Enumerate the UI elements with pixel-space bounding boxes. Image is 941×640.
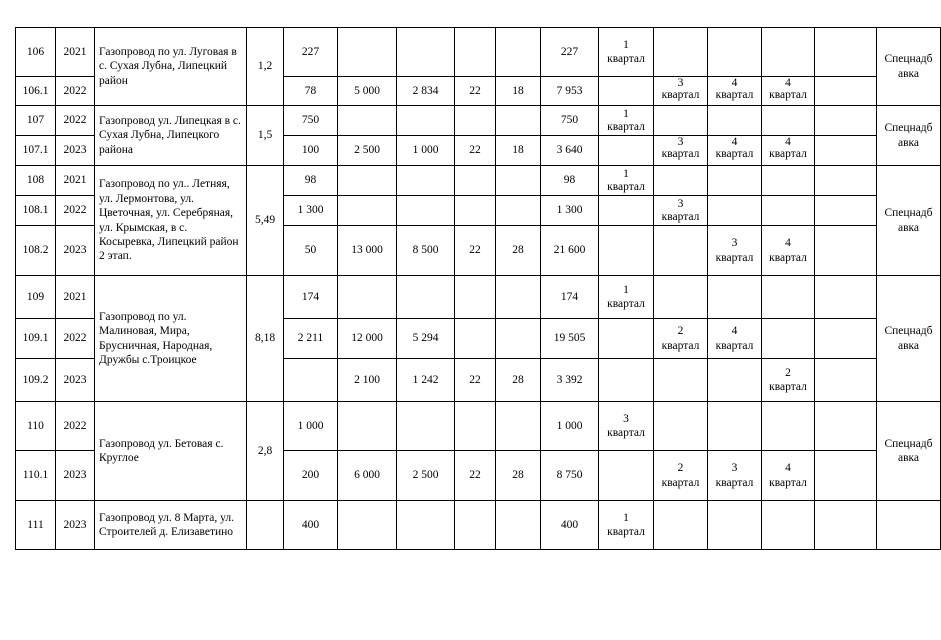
row-year: 2021 xyxy=(56,28,95,77)
quarter-cell xyxy=(762,402,815,451)
length-km: 2,8 xyxy=(247,402,284,501)
value-total: 227 xyxy=(541,28,599,77)
value-c4: 22 xyxy=(455,359,496,402)
quarter-cell: 4 квартал xyxy=(762,77,815,106)
value-c3: 5 294 xyxy=(397,319,455,359)
value-c4 xyxy=(455,106,496,136)
spacer-cell xyxy=(815,196,877,226)
table-row xyxy=(16,106,941,136)
value-c1 xyxy=(284,359,338,402)
value-c1: 98 xyxy=(284,166,338,196)
spacer-cell xyxy=(815,451,877,501)
spacer-cell xyxy=(815,319,877,359)
value-c2 xyxy=(338,501,397,550)
length-km: 5,49 xyxy=(247,166,284,276)
row-number: 106 xyxy=(16,28,56,77)
spacer-cell xyxy=(815,276,877,319)
quarter-cell xyxy=(599,77,654,106)
row-year: 2022 xyxy=(56,77,95,106)
value-c2: 6 000 xyxy=(338,451,397,501)
value-c5 xyxy=(496,402,541,451)
organization: Спецнадб авка xyxy=(877,106,941,166)
quarter-cell xyxy=(599,359,654,402)
value-c5 xyxy=(496,28,541,77)
row-year: 2022 xyxy=(56,106,95,136)
value-total: 174 xyxy=(541,276,599,319)
object-name: Газопровод по ул. Луговая в с. Сухая Лубна, Липецкий район xyxy=(95,28,247,106)
row-year: 2021 xyxy=(56,166,95,196)
value-c3 xyxy=(397,402,455,451)
spacer-cell xyxy=(815,28,877,77)
value-c3: 8 500 xyxy=(397,226,455,276)
length-km: 1,2 xyxy=(247,28,284,106)
quarter-cell xyxy=(599,136,654,166)
value-c5 xyxy=(496,166,541,196)
row-number: 108.2 xyxy=(16,226,56,276)
quarter-cell xyxy=(762,166,815,196)
value-c4 xyxy=(455,166,496,196)
row-number: 109 xyxy=(16,276,56,319)
value-c4 xyxy=(455,501,496,550)
value-c4 xyxy=(455,319,496,359)
value-c5: 28 xyxy=(496,359,541,402)
value-total: 400 xyxy=(541,501,599,550)
value-c5: 28 xyxy=(496,451,541,501)
organization: Спецнадб авка xyxy=(877,28,941,106)
value-c4: 22 xyxy=(455,226,496,276)
quarter-cell: 4 квартал xyxy=(708,77,762,106)
value-total: 1 000 xyxy=(541,402,599,451)
object-name: Газопровод ул. 8 Марта, ул. Строителей д. Елизаветино xyxy=(95,501,247,550)
row-year: 2021 xyxy=(56,276,95,319)
table-row xyxy=(16,501,941,550)
quarter-cell xyxy=(762,319,815,359)
object-name: Газопровод по ул. Малиновая, Мира, Брусничная, Народная, Дружбы с.Троицкое xyxy=(95,276,247,402)
quarter-cell xyxy=(762,196,815,226)
quarter-cell xyxy=(708,106,762,136)
value-c3: 2 500 xyxy=(397,451,455,501)
value-total: 19 505 xyxy=(541,319,599,359)
value-c4 xyxy=(455,196,496,226)
table-row xyxy=(16,402,941,451)
value-c1: 174 xyxy=(284,276,338,319)
quarter-cell xyxy=(654,106,708,136)
organization xyxy=(877,501,941,550)
row-number: 107.1 xyxy=(16,136,56,166)
spacer-cell xyxy=(815,136,877,166)
value-c2: 12 000 xyxy=(338,319,397,359)
quarter-cell: 2 квартал xyxy=(762,359,815,402)
row-number: 109.1 xyxy=(16,319,56,359)
quarter-cell xyxy=(708,276,762,319)
length-km xyxy=(247,501,284,550)
row-number: 108 xyxy=(16,166,56,196)
quarter-cell xyxy=(762,276,815,319)
quarter-cell xyxy=(599,226,654,276)
row-year: 2023 xyxy=(56,359,95,402)
row-number: 109.2 xyxy=(16,359,56,402)
value-c3 xyxy=(397,501,455,550)
value-c1: 2 211 xyxy=(284,319,338,359)
quarter-cell: 3 квартал xyxy=(708,451,762,501)
value-c3: 1 000 xyxy=(397,136,455,166)
quarter-cell: 1 квартал xyxy=(599,166,654,196)
quarter-cell xyxy=(708,196,762,226)
organization: Спецнадб авка xyxy=(877,276,941,402)
quarter-cell xyxy=(708,402,762,451)
length-km: 8,18 xyxy=(247,276,284,402)
value-c2: 2 100 xyxy=(338,359,397,402)
quarter-cell: 2 квартал xyxy=(654,451,708,501)
gas-pipeline-schedule-table xyxy=(15,27,941,550)
value-c1: 400 xyxy=(284,501,338,550)
quarter-cell xyxy=(654,501,708,550)
table-row xyxy=(16,166,941,196)
value-c1: 78 xyxy=(284,77,338,106)
quarter-cell xyxy=(654,276,708,319)
quarter-cell: 4 квартал xyxy=(762,451,815,501)
spacer-cell xyxy=(815,77,877,106)
quarter-cell xyxy=(762,106,815,136)
value-total: 7 953 xyxy=(541,77,599,106)
value-c4 xyxy=(455,402,496,451)
quarter-cell xyxy=(654,28,708,77)
value-c1: 50 xyxy=(284,226,338,276)
row-year: 2023 xyxy=(56,226,95,276)
value-c1: 200 xyxy=(284,451,338,501)
quarter-cell: 4 квартал xyxy=(762,226,815,276)
value-c1: 1 300 xyxy=(284,196,338,226)
row-number: 106.1 xyxy=(16,77,56,106)
quarter-cell: 2 квартал xyxy=(654,319,708,359)
spacer-cell xyxy=(815,166,877,196)
value-c2: 2 500 xyxy=(338,136,397,166)
quarter-cell: 1 квартал xyxy=(599,106,654,136)
spacer-cell xyxy=(815,402,877,451)
value-c1: 100 xyxy=(284,136,338,166)
value-c2: 13 000 xyxy=(338,226,397,276)
value-c2 xyxy=(338,276,397,319)
value-c3: 2 834 xyxy=(397,77,455,106)
spacer-cell xyxy=(815,226,877,276)
length-km: 1,5 xyxy=(247,106,284,166)
value-c5: 18 xyxy=(496,136,541,166)
value-c2 xyxy=(338,196,397,226)
spacer-cell xyxy=(815,359,877,402)
value-c5 xyxy=(496,319,541,359)
value-c5 xyxy=(496,196,541,226)
spacer-cell xyxy=(815,106,877,136)
value-c3 xyxy=(397,276,455,319)
table-row xyxy=(16,276,941,319)
value-c3 xyxy=(397,196,455,226)
quarter-cell: 4 квартал xyxy=(762,136,815,166)
value-total: 21 600 xyxy=(541,226,599,276)
value-c2 xyxy=(338,402,397,451)
value-c2 xyxy=(338,166,397,196)
value-c1: 227 xyxy=(284,28,338,77)
quarter-cell xyxy=(599,196,654,226)
organization: Спецнадб авка xyxy=(877,166,941,276)
object-name: Газопровод ул. Липецкая в с. Сухая Лубна, Липецкого района xyxy=(95,106,247,166)
row-year: 2022 xyxy=(56,319,95,359)
quarter-cell xyxy=(762,501,815,550)
quarter-cell: 3 квартал xyxy=(654,136,708,166)
object-name: Газопровод ул. Бетовая с. Круглое xyxy=(95,402,247,501)
quarter-cell: 4 квартал xyxy=(708,136,762,166)
row-number: 107 xyxy=(16,106,56,136)
value-c2 xyxy=(338,28,397,77)
quarter-cell: 1 квартал xyxy=(599,28,654,77)
quarter-cell xyxy=(654,226,708,276)
quarter-cell: 3 квартал xyxy=(654,77,708,106)
quarter-cell: 3 квартал xyxy=(708,226,762,276)
value-c1: 750 xyxy=(284,106,338,136)
spacer-cell xyxy=(815,501,877,550)
row-number: 108.1 xyxy=(16,196,56,226)
value-c1: 1 000 xyxy=(284,402,338,451)
value-c5 xyxy=(496,501,541,550)
value-c3: 1 242 xyxy=(397,359,455,402)
value-c5 xyxy=(496,276,541,319)
quarter-cell: 1 квартал xyxy=(599,501,654,550)
row-year: 2022 xyxy=(56,402,95,451)
quarter-cell xyxy=(654,359,708,402)
quarter-cell: 3 квартал xyxy=(599,402,654,451)
value-total: 750 xyxy=(541,106,599,136)
row-number: 110.1 xyxy=(16,451,56,501)
quarter-cell xyxy=(599,319,654,359)
value-c4: 22 xyxy=(455,77,496,106)
value-c5 xyxy=(496,106,541,136)
quarter-cell xyxy=(708,166,762,196)
value-total: 3 640 xyxy=(541,136,599,166)
quarter-cell: 3 квартал xyxy=(654,196,708,226)
value-c3 xyxy=(397,106,455,136)
value-total: 8 750 xyxy=(541,451,599,501)
quarter-cell xyxy=(654,166,708,196)
value-c2 xyxy=(338,106,397,136)
row-number: 111 xyxy=(16,501,56,550)
quarter-cell: 4 квартал xyxy=(708,319,762,359)
value-c4 xyxy=(455,28,496,77)
row-year: 2022 xyxy=(56,196,95,226)
quarter-cell xyxy=(708,501,762,550)
row-number: 110 xyxy=(16,402,56,451)
value-total: 98 xyxy=(541,166,599,196)
row-year: 2023 xyxy=(56,501,95,550)
quarter-cell xyxy=(762,28,815,77)
row-year: 2023 xyxy=(56,136,95,166)
value-c3 xyxy=(397,166,455,196)
quarter-cell xyxy=(708,359,762,402)
quarter-cell: 1 квартал xyxy=(599,276,654,319)
value-total: 1 300 xyxy=(541,196,599,226)
value-c2: 5 000 xyxy=(338,77,397,106)
value-c3 xyxy=(397,28,455,77)
quarter-cell xyxy=(654,402,708,451)
quarter-cell xyxy=(708,28,762,77)
row-year: 2023 xyxy=(56,451,95,501)
object-name: Газопровод по ул.. Летняя, ул. Лермонтова, ул. Цветочная, ул. Серебряная, ул. Крымская, в с. Косыревка, Липецкий район 2 этап. xyxy=(95,166,247,276)
value-c4: 22 xyxy=(455,451,496,501)
value-c5: 28 xyxy=(496,226,541,276)
organization: Спецнадб авка xyxy=(877,402,941,501)
value-c5: 18 xyxy=(496,77,541,106)
value-c4: 22 xyxy=(455,136,496,166)
value-c4 xyxy=(455,276,496,319)
table-row xyxy=(16,28,941,77)
value-total: 3 392 xyxy=(541,359,599,402)
quarter-cell xyxy=(599,451,654,501)
